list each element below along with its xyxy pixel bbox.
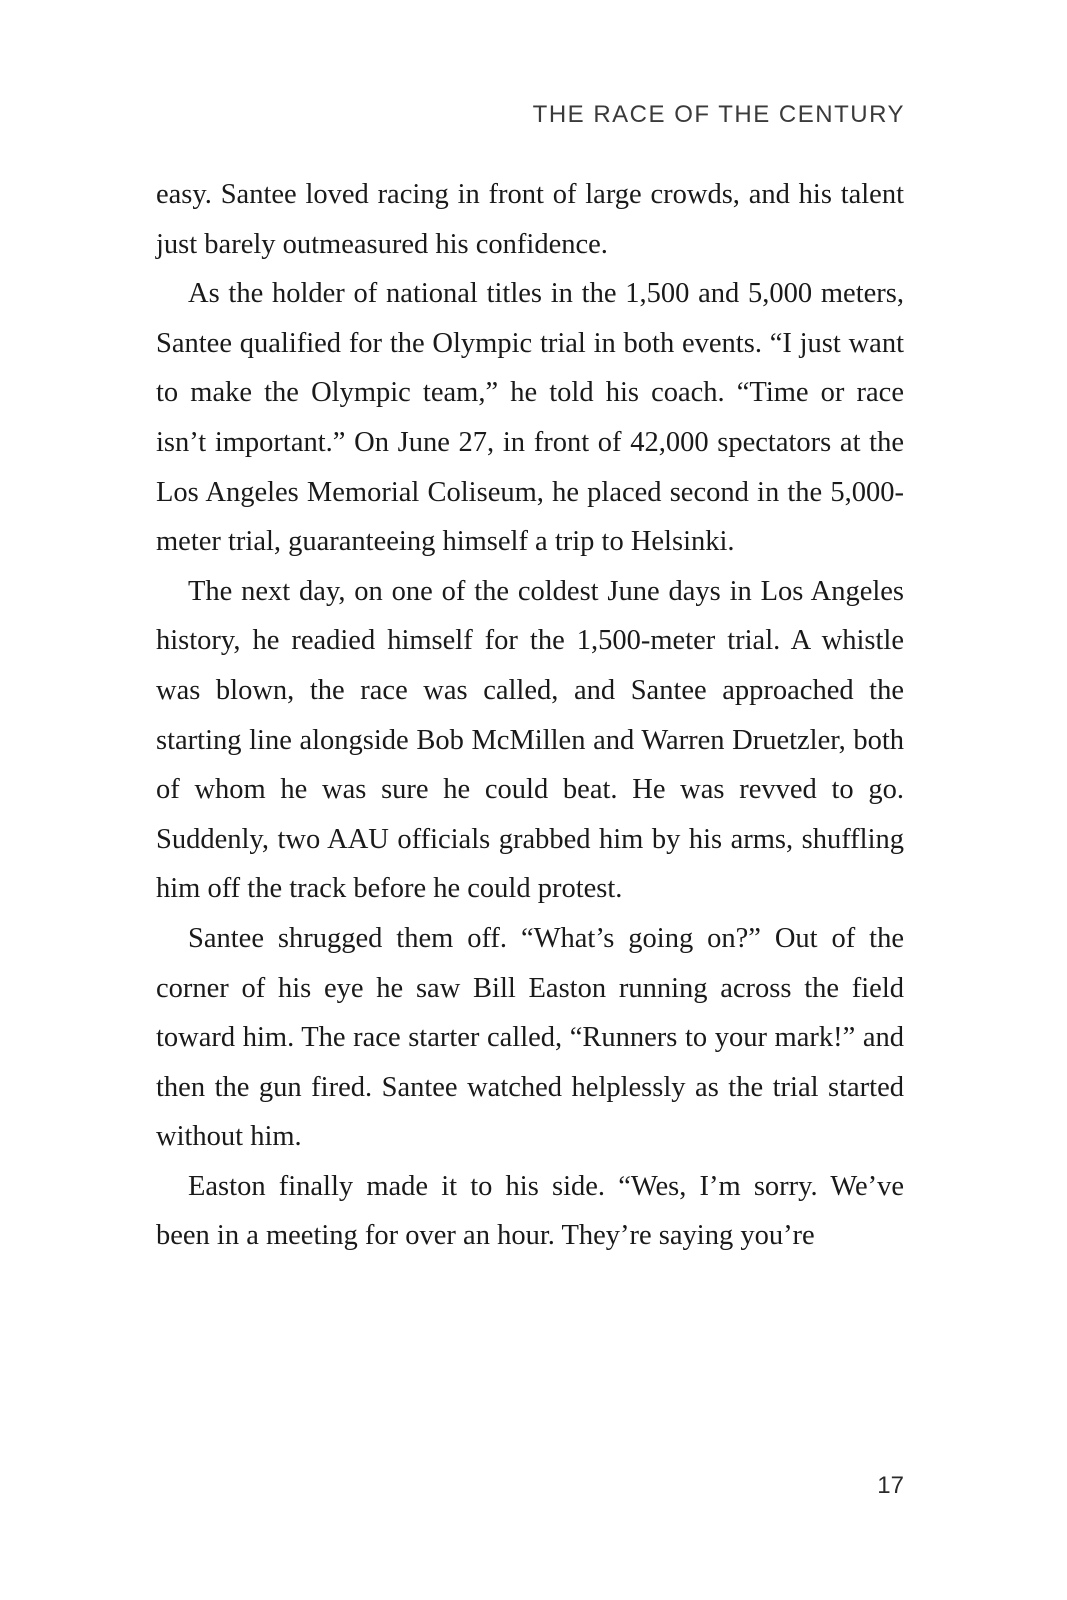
- paragraph: As the holder of national titles in the 1,500 and 5,000 meters, Santee qualified for the Olympic trial in both events. “I just want to make the Olympic team,” he told his coach. “Time or race isn’t important.” On June 27, in front of 42,000 spectators at the Los Angeles Memorial Coliseum, he placed second in the 5,000-meter trial, guaranteeing himself a trip to Helsinki.: [156, 278, 904, 558]
- paragraph: Easton finally made it to his side. “Wes, I’m sorry. We’ve been in a meeting for over an hour. They’re saying you’re: [156, 1170, 904, 1252]
- running-head: THE RACE OF THE CENTURY: [532, 101, 905, 128]
- paragraph: The next day, on one of the coldest June days in Los Angeles history, he readied himself for the 1,500-meter trial. A whistle was blown, the race was called, and Santee approached the starting line alongside Bob McMillen and Warren Druetzler, both of whom he was sure he could beat. He was revved to go. Suddenly, two AAU officials grabbed him by his arms, shuffling him off the track before he could protest.: [156, 575, 904, 905]
- paragraph-continued: easy. Santee loved racing in front of large crowds, and his talent just barely outmeasured his confidence.: [156, 179, 904, 260]
- page-number: 17: [877, 1472, 904, 1499]
- body-text: [156, 170, 904, 1261]
- paragraph: Santee shrugged them off. “What’s going on?” Out of the corner of his eye he saw Bill Easton running across the field toward him. The race starter called, “Runners to your mark!” and then the gun fired. Santee watched helplessly as the trial started without him.: [156, 922, 904, 1153]
